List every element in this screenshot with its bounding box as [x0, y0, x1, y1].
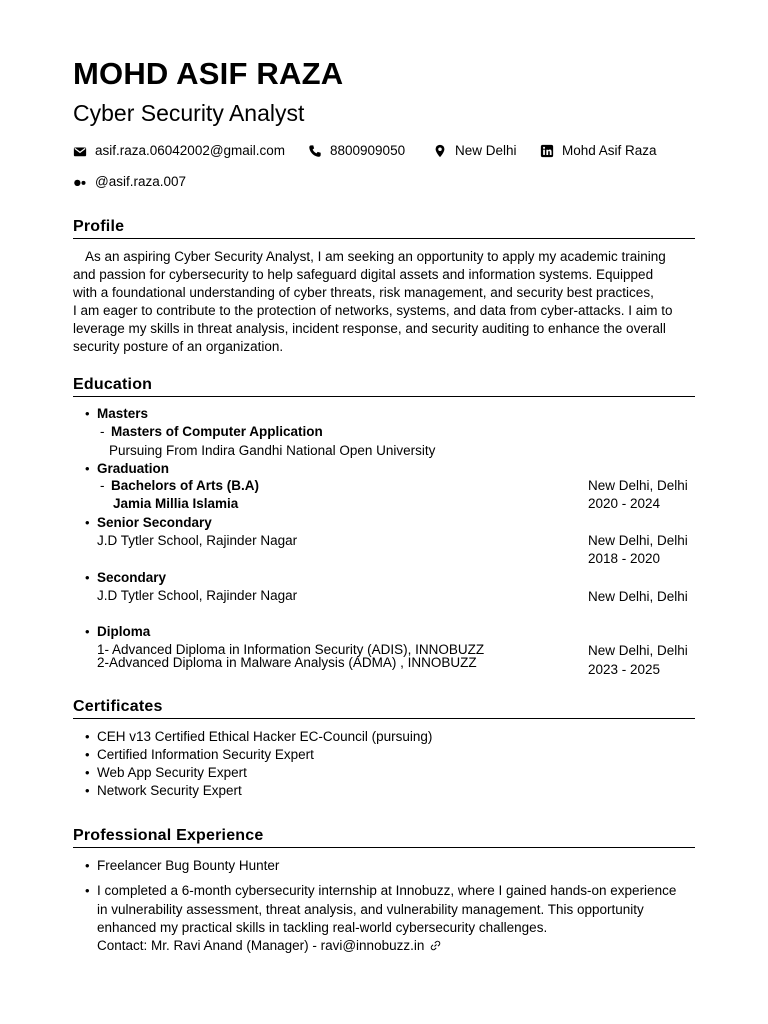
education-graduation-label: Graduation — [97, 461, 170, 476]
bullet: • — [85, 883, 90, 898]
section-heading-profile: Profile — [73, 218, 125, 235]
mail-icon — [73, 144, 87, 158]
education-masters-label: Masters — [97, 406, 149, 421]
bullet: • — [85, 783, 90, 798]
bullet: • — [85, 570, 90, 585]
bullet: • — [85, 765, 90, 780]
section-divider — [73, 238, 695, 239]
contact-email[interactable]: asif.raza.06042002@gmail.com — [73, 143, 285, 158]
section-divider — [73, 847, 695, 848]
education-graduation-location: New Delhi, Delhi — [588, 478, 688, 493]
education-diploma-line-2: 2-Advanced Diploma in Malware Analysis (ADMA) , INNOBUZZ — [97, 655, 477, 670]
experience-item-line: enhanced my practical skills in tackling real-world cybersecurity challenges. — [97, 920, 548, 935]
location-icon — [433, 144, 447, 158]
education-secondary-label: Secondary — [97, 570, 167, 585]
certificate-item: Web App Security Expert — [97, 765, 247, 780]
bullet: • — [85, 515, 90, 530]
education-graduation-dates: 2020 - 2024 — [588, 496, 661, 511]
bullet: • — [85, 747, 90, 762]
link-icon — [430, 940, 441, 951]
education-diploma-location: New Delhi, Delhi — [588, 643, 688, 658]
certificate-item: Network Security Expert — [97, 783, 242, 798]
phone-icon — [308, 144, 322, 158]
education-masters-degree: Masters of Computer Application — [111, 424, 323, 439]
education-senior-secondary-location: New Delhi, Delhi — [588, 533, 688, 548]
section-heading-education: Education — [73, 376, 153, 393]
social-dots-icon — [73, 175, 87, 189]
candidate-title: Cyber Security Analyst — [73, 100, 305, 126]
bullet: • — [85, 406, 90, 421]
education-diploma-label: Diploma — [97, 624, 151, 639]
contact-phone[interactable]: 8800909050 — [308, 143, 405, 158]
section-heading-experience: Professional Experience — [73, 827, 264, 844]
section-divider — [73, 396, 695, 397]
experience-item-line: in vulnerability assessment, threat analysis, and vulnerability management. This opportunity — [97, 902, 644, 917]
education-graduation-institution: Jamia Millia Islamia — [113, 496, 239, 511]
linkedin-icon — [540, 144, 554, 158]
experience-contact-line[interactable]: Contact: Mr. Ravi Anand (Manager) - ravi@innobuzz.in — [97, 938, 441, 953]
profile-summary: As an aspiring Cyber Security Analyst, I am seeking an opportunity to apply my academic training and passion for cybersecurity to help safeguard digital assets and information systems. Equipped with a foundational understanding of cyber threats, risk management, and security best practices, I am eager to contribute to the protection of networks, systems, and data from cyber-attacks. I aim to leverage my skills in threat analysis, incident response, and security auditing to enhance the overall security posture of an organization. — [73, 249, 673, 355]
education-graduation-degree: Bachelors of Arts (B.A) — [111, 478, 260, 493]
education-secondary-institution: J.D Tytler School, Rajinder Nagar — [97, 588, 298, 603]
certificate-item: Certified Information Security Expert — [97, 747, 314, 762]
dash: - — [100, 478, 105, 493]
candidate-name: MOHD ASIF RAZA — [73, 56, 344, 91]
education-senior-secondary-label: Senior Secondary — [97, 515, 212, 530]
bullet: • — [85, 461, 90, 476]
experience-item-line: I completed a 6-month cybersecurity internship at Innobuzz, where I gained hands-on experience — [97, 883, 677, 898]
section-divider — [73, 718, 695, 719]
section-heading-certificates: Certificates — [73, 698, 163, 715]
education-masters-detail: Pursuing From Indira Gandhi National Open University — [109, 443, 436, 458]
bullet: • — [85, 858, 90, 873]
education-senior-secondary-dates: 2018 - 2020 — [588, 551, 661, 566]
experience-item: Freelancer Bug Bounty Hunter — [97, 858, 280, 873]
dash: - — [100, 424, 105, 439]
education-senior-secondary-institution: J.D Tytler School, Rajinder Nagar — [97, 533, 298, 548]
contact-social[interactable]: @asif.raza.007 — [73, 174, 186, 189]
contact-location: New Delhi — [433, 143, 517, 158]
education-diploma-dates: 2023 - 2025 — [588, 662, 661, 677]
resume-page — [73, 0, 695, 1024]
education-diploma-line-1: 1- Advanced Diploma in Information Security (ADIS), INNOBUZZ — [97, 642, 485, 657]
certificate-item: CEH v13 Certified Ethical Hacker EC-Council (pursuing) — [97, 729, 433, 744]
bullet: • — [85, 729, 90, 744]
bullet: • — [85, 624, 90, 639]
contact-linkedin[interactable]: Mohd Asif Raza — [540, 143, 657, 158]
education-secondary-location: New Delhi, Delhi — [588, 589, 688, 604]
